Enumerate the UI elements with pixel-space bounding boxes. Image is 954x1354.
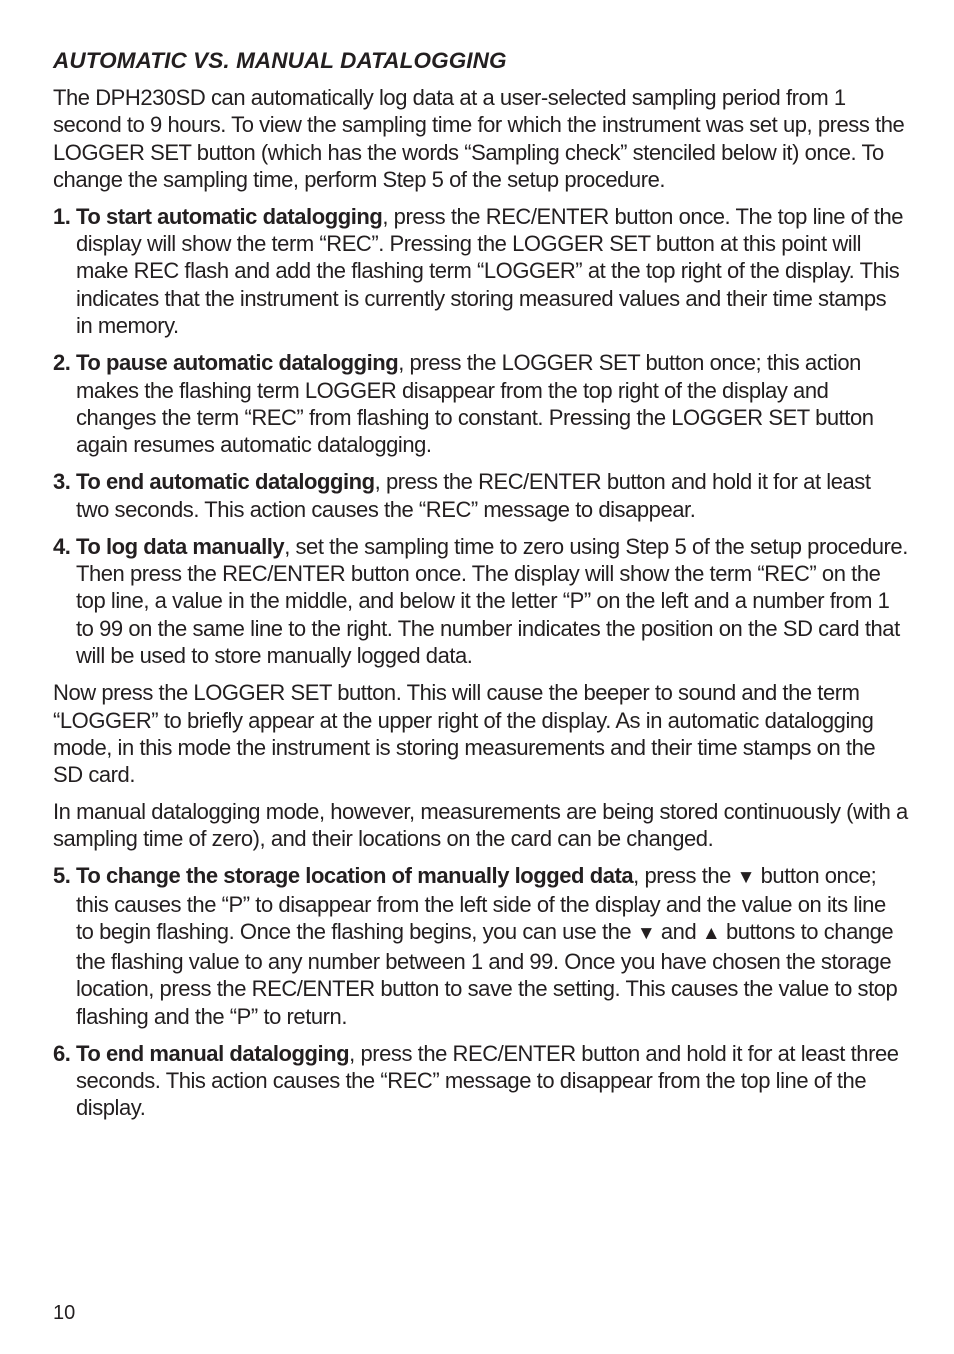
logger-paragraph: Now press the LOGGER SET button. This will cause the beeper to sound and the term “LOGGER” to briefly appear at the upper right of the display. As in automatic datalogging mode, in this mode the instrument is storing measurements and their time stamps on the SD card. — [53, 680, 876, 788]
manual-page — [53, 45, 908, 1131]
step-lead: To start automatic datalogging — [76, 203, 383, 229]
step-change-storage-location — [53, 862, 908, 1030]
step-log-manually — [53, 533, 908, 670]
intro-paragraph: The DPH230SD can automatically log data at a user-selected sampling period from 1 second to 9 hours. To view the sampling time for which the instrument was set up, press the LOGGER SET button (which has the words “Sampling check” stenciled below it) once. To change the sampling time, perform Step 5 of the setup procedure. — [53, 85, 905, 193]
step-number: 1. — [53, 203, 71, 229]
step-number: 6. — [53, 1040, 71, 1066]
step-text: , press the REC/ENTER button once. The top line of the display will show the term “REC”. Pressing the LOGGER SET button at this point will make REC flash and add the flashing term “LOGGER” at the top right of the display. This indicates that the instrument is currently storing measured values and their time stamps in memory. — [76, 203, 904, 339]
step-start-automatic — [53, 203, 908, 340]
up-arrow-icon: ▲ — [701, 923, 721, 945]
step-lead: To change the storage location of manually logged data — [76, 862, 634, 888]
step-text: , press the LOGGER SET button once; this action makes the flashing term LOGGER disappear from the top right of the display and changes the term “REC” from flashing to constant. Pressing the LOGGER SET button again resumes automatic datalogging. — [76, 350, 874, 458]
down-arrow-icon: ▼ — [636, 923, 656, 945]
step-text: , set the sampling time to zero using Step 5 of the setup procedure. Then press the REC/ENTER button once. The display will show the term “REC” on the top line, a value in the middle, and below it the letter “P” on the left and a number from 1 to 99 on the same line to the right. The number indicates the position on the SD card that will be used to store manually logged data. — [76, 533, 908, 669]
step-pause-automatic — [53, 349, 908, 459]
step-text: and — [660, 919, 697, 945]
step-lead: To pause automatic datalogging — [76, 350, 399, 376]
step-text: , press the — [633, 862, 731, 888]
step-end-manual — [53, 1040, 908, 1122]
manual-steps-list — [53, 862, 908, 1122]
step-number: 2. — [53, 350, 71, 376]
step-text: , press the REC/ENTER button and hold it for at least three seconds. This action causes the “REC” message to disappear from the top line of the display. — [76, 1040, 899, 1121]
section-heading: AUTOMATIC VS. MANUAL DATALOGGING — [53, 48, 507, 73]
step-lead: To log data manually — [76, 533, 285, 559]
step-text: buttons to change the flashing value to any number between 1 and 99. Once you have chosen the storage location, press the REC/ENTER button to save the setting. This causes the value to stop flashing and the “P” to return. — [76, 919, 898, 1029]
down-arrow-icon: ▼ — [736, 866, 755, 888]
manual-mode-paragraph: In manual datalogging mode, however, measurements are being stored continuously (with a sampling time of zero), and their locations on the card can be changed. — [53, 798, 908, 852]
page-number: 10 — [53, 1302, 76, 1324]
step-number: 5. — [53, 862, 71, 888]
step-lead: To end automatic datalogging — [76, 469, 375, 495]
step-lead: To end manual datalogging — [76, 1040, 350, 1066]
step-end-automatic — [53, 468, 908, 523]
step-text: button once; this causes the “P” to disappear from the left side of the display and the value on its line to begin flashing. Once the flashing begins, you can use the — [76, 862, 886, 945]
automatic-steps-list — [53, 203, 908, 670]
step-text: , press the REC/ENTER button and hold it for at least two seconds. This action causes the “REC” message to disappear. — [76, 469, 871, 522]
step-number: 3. — [53, 469, 71, 495]
step-number: 4. — [53, 533, 71, 559]
